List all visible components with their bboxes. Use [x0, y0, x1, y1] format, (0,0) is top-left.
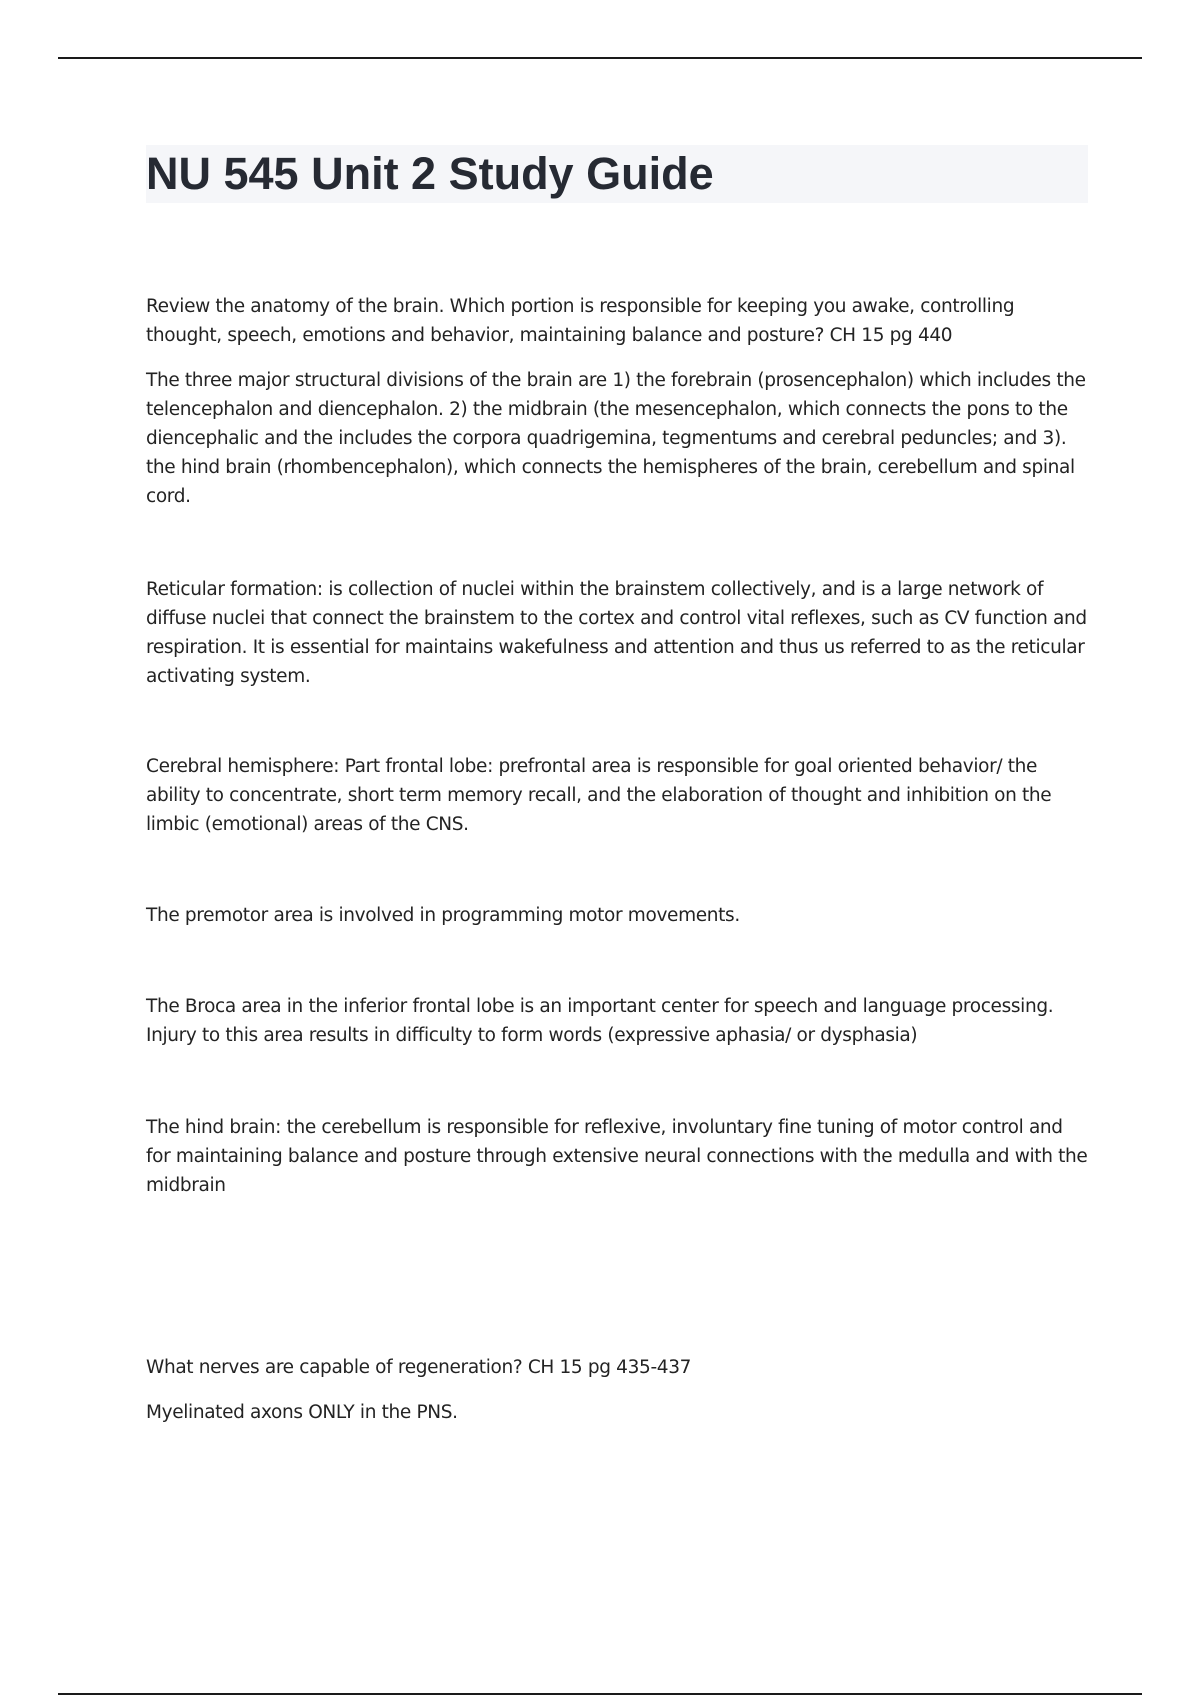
document-title: NU 545 Unit 2 Study Guide: [146, 148, 714, 199]
answer-nerve-regeneration: Myelinated axons ONLY in the PNS.: [146, 1402, 458, 1423]
footer-rule: [58, 1693, 1142, 1695]
answer-reticular-formation: Reticular formation: is collection of nuclei within the brainstem collectively, and is a large network of diffuse nuclei that connect the brainstem to the cortex and control vital reflexes, such as CV function and respiration. It is essential for maintains wakefulness and attention and thus us referred to as the reticular activating system.: [146, 579, 1087, 687]
answer-premotor-area: The premotor area is involved in programming motor movements.: [146, 905, 740, 926]
question-brain-anatomy: Review the anatomy of the brain. Which portion is responsible for keeping you awake, controlling thought, speech, emotions and behavior, maintaining balance and posture? CH 15 pg 440: [146, 296, 1015, 346]
answer-hind-brain: The hind brain: the cerebellum is responsible for reflexive, involuntary fine tuning of motor control and for maintaining balance and posture through extensive neural connections with the medulla and with the midbrain: [146, 1117, 1088, 1196]
answer-brain-divisions: The three major structural divisions of the brain are 1) the forebrain (prosencephalon) which includes the telencephalon and diencephalon. 2) the midbrain (the mesencephalon, which connects the pons to the diencephalic and the includes the corpora quadrigemina, tegmentums and cerebral peduncles; and 3). the hind brain (rhombencephalon), which connects the hemispheres of the brain, cerebellum and spinal cord.: [146, 370, 1086, 507]
answer-cerebral-hemisphere: Cerebral hemisphere: Part frontal lobe: prefrontal area is responsible for goal oriented behavior/ the ability to concentrate, short term memory recall, and the elaboration of thought and inhibition on the limbic (emotional) areas of the CNS.: [146, 756, 1052, 835]
answer-broca-area: The Broca area in the inferior frontal lobe is an important center for speech and language processing. Injury to this area results in difficulty to form words (expressive aphasia/ or dysphasia): [146, 996, 1054, 1046]
header-rule: [58, 57, 1142, 59]
question-nerve-regeneration: What nerves are capable of regeneration? CH 15 pg 435-437: [146, 1357, 692, 1378]
